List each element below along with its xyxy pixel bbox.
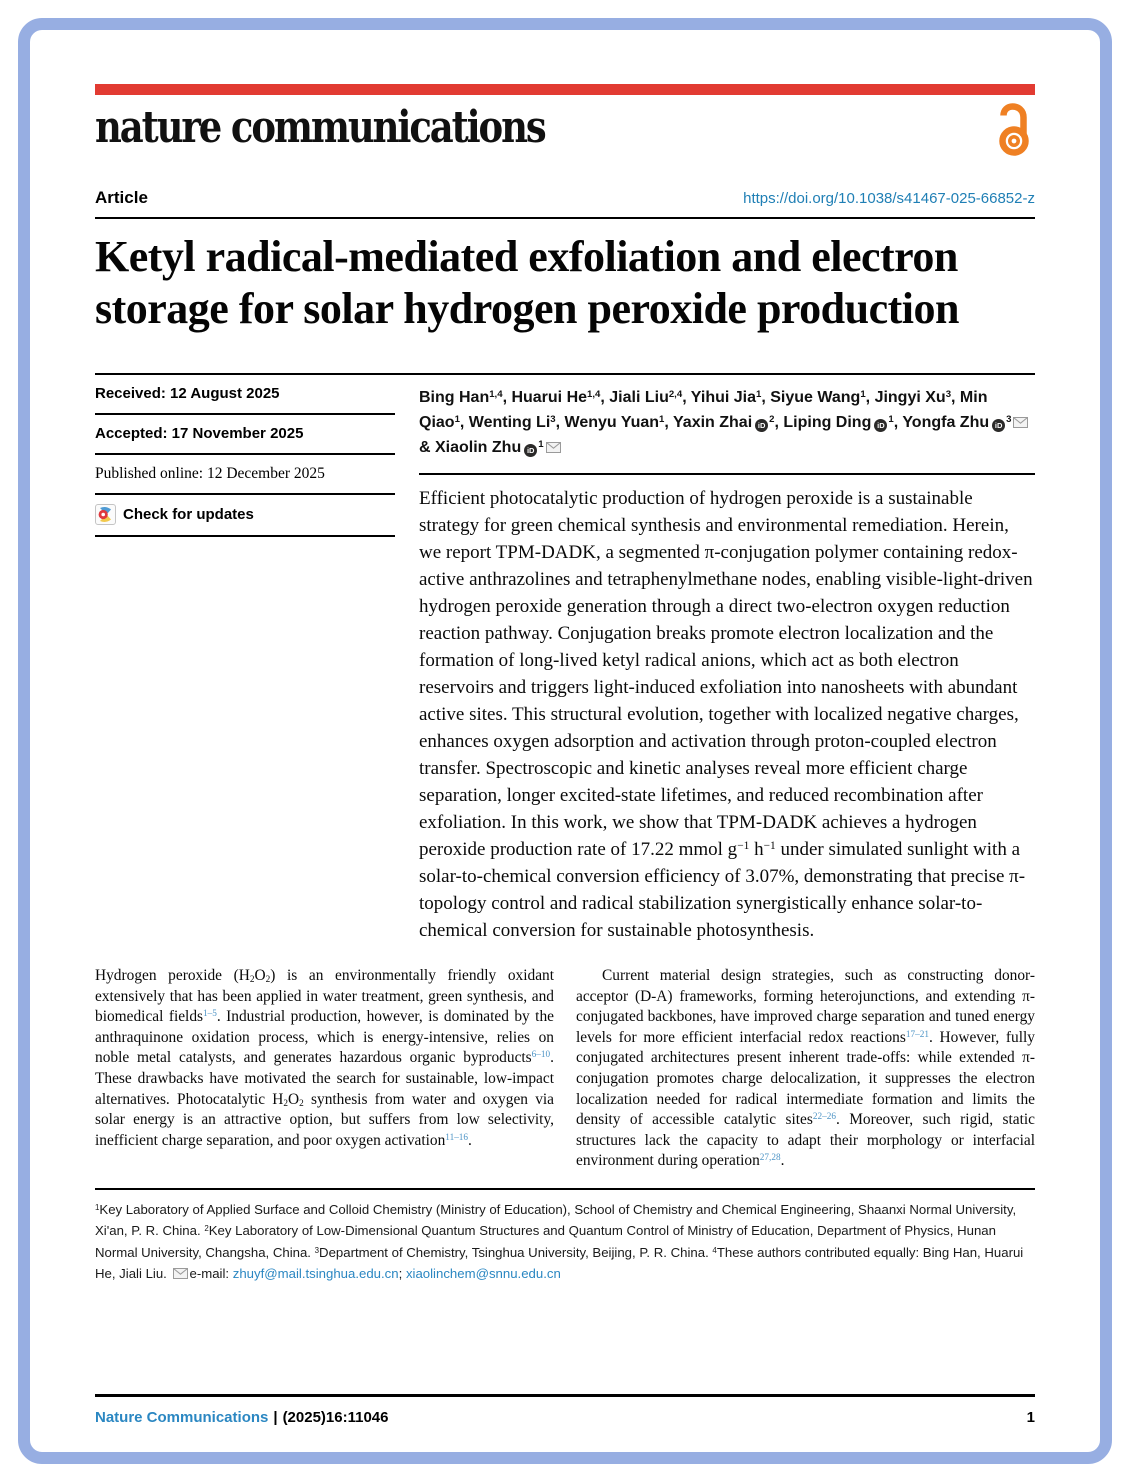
email-link[interactable]: xiaolinchem@snnu.edu.cn [405, 1266, 561, 1282]
affiliation-superscript: 3 [550, 413, 556, 425]
affiliation-superscript: 1 [659, 413, 665, 425]
reference-link[interactable]: 27,28 [759, 1152, 781, 1163]
email-icon[interactable] [546, 442, 561, 453]
author-name: Yaxin Zhai $iD^2$ [673, 413, 775, 431]
affiliation-superscript: 2 [769, 413, 775, 425]
page-number: 1 [1026, 1409, 1035, 1426]
footer-citation [95, 1409, 389, 1426]
author-name: Huarui He$^{1,4}$ [511, 388, 601, 406]
page [18, 18, 1112, 1464]
footer-volume-citation: (2025)16:11046 [282, 1409, 389, 1426]
superscript: 4 [712, 1245, 717, 1255]
footer-journal-link[interactable]: Nature Communications [95, 1409, 269, 1426]
affiliation-superscript: 3 [1006, 413, 1012, 425]
superscript: −1 [763, 839, 776, 852]
affiliation-superscript: 1 [756, 388, 762, 400]
body-columns [95, 966, 1035, 1172]
masthead [95, 100, 1035, 156]
footer-separator: | [273, 1409, 278, 1426]
superscript: 1 [95, 1202, 100, 1212]
author-name: Min Qiao$^1$ [419, 389, 988, 431]
orcid-icon[interactable]: iD [755, 419, 768, 432]
page-title: Ketyl radical-mediated exfoliation and electron storage for solar hydrogen peroxide production [95, 232, 959, 333]
superscript: 3 [314, 1245, 320, 1255]
authors-abstract-column [419, 375, 1035, 944]
dates-column [95, 375, 395, 944]
reference-link[interactable]: 11–16 [445, 1131, 469, 1142]
author-name: Jingyi Xu$^3$ [874, 388, 952, 406]
article-header-row [95, 188, 1035, 219]
reference-link[interactable]: 6–10 [531, 1049, 551, 1060]
author-name: Liping Ding $iD^1$ [783, 413, 894, 431]
crossmark-badge-icon [95, 504, 116, 525]
author-name: Yihui Jia$^1$ [690, 388, 762, 406]
superscript: −1 [737, 839, 750, 852]
author-name: Yongfa Zhu $iD^3$ [902, 414, 1030, 431]
affiliation-superscript: 1,4 [489, 388, 503, 400]
orcid-icon[interactable]: iD [524, 444, 537, 457]
body-paragraph-left: Hydrogen peroxide $(H_2O_2)$ is an environmentally friendly oxidant extensively that has been applied in water treatment, green synthesis, and biomedical fields$^{1-5}$. Industrial production, however, is dominated by the anthraquinone oxidation process, which is energy-intensive, relies on noble metal catalysts, and generates hazardous organic byproducts$^{6-10}$. These drawbacks have motivated the search for sustainable, low-impact alternatives. Photocatalytic $H_2O_2$ synthesis from water and oxygen via solar energy is an attractive option, but suffers from low selectivity, inefficient charge separation, and poor oxygen activation$^{11-16}$. [95, 967, 555, 1149]
affiliations-footnote: $^1$Key Laboratory of Applied Surface and Colloid Chemistry (Ministry of Education), School of Chemistry and Chemical Engineering, Shaanxi Normal University, Xi'an, P. R. China. $^2$Key Laboratory of Low-Dimensional Quantum Structures and Quantum Control of Ministry of Education, Department of Physics, Hunan Normal University, Changsha, China. $^3$Department of Chemistry, Tsinghua University, Beijing, P. R. China. $^4$These authors contributed equally: Bing Han, Huarui He, Jiali Liu. e-mail: zhuyf@mail.tsinghua.edu.cn; xiaolinchem@snnu.edu.cn [95, 1188, 1035, 1285]
reference-link[interactable]: 22–26 [812, 1111, 836, 1122]
author-name: Wenting Li$^3$ [468, 413, 556, 431]
affiliation-superscript: 1 [888, 413, 894, 425]
affiliation-superscript: 3 [945, 388, 952, 400]
affiliation-superscript: 1,4 [587, 388, 601, 400]
affiliation-superscript: 1 [860, 388, 866, 400]
author-list: Bing Han$^{1,4}$, Huarui He$^{1,4}$, Jiali Liu$^{2,4}$, Yihui Jia$^1$, Siyue Wang$^1$, Jingyi Xu$^3$, Min Qiao$^1$, Wenting Li$^3$, Wenyu Yuan$^1$, Yaxin Zhai $iD^2$, Liping Ding $iD^1$, Yongfa Zhu $iD^3$ & Xiaolin Zhu $iD^1$ [419, 375, 1035, 460]
affiliation-superscript: 1 [538, 438, 544, 450]
accepted-date: Accepted: 17 November 2025 [95, 415, 395, 455]
author-name: Jiali Liu$^{2,4}$ [609, 388, 683, 406]
article-type-label: Article [95, 188, 148, 207]
email-link[interactable]: zhuyf@mail.tsinghua.edu.cn [232, 1266, 399, 1282]
doi-link[interactable]: https://doi.org/10.1038/s41467-025-66852-z [743, 190, 1035, 207]
affiliation-superscript: 2,4 [668, 388, 683, 400]
orcid-icon[interactable]: iD [874, 419, 887, 432]
subscript: 2 [283, 1097, 289, 1108]
received-date: Received: 12 August 2025 [95, 375, 395, 415]
author-name: Bing Han$^{1,4}$ [419, 388, 503, 406]
orcid-icon[interactable]: iD [992, 419, 1005, 432]
masthead-rule [95, 84, 1035, 95]
journal-logo: nature communications [95, 102, 545, 153]
superscript: 2 [204, 1224, 209, 1234]
author-name: Wenyu Yuan$^1$ [564, 413, 665, 431]
author-name: Siyue Wang$^1$ [770, 388, 866, 406]
subscript: 2 [299, 1097, 304, 1108]
abstract-text: Efficient photocatalytic production of hydrogen peroxide is a sustainable strategy for green chemical synthesis and environmental remediation. Herein, we report TPM-DADK, a segmented π-conjugation polymer containing redox-active anthrazolines and tetraphenylmethane nodes, enabling visible-light-driven hydrogen peroxide generation through a direct two-electron oxygen reduction reaction pathway. Conjugation breaks promote electron localization and the formation of long-lived ketyl radical anions, which act as both electron reservoirs and triggers light-induced exfoliation into nanosheets with abundant active sites. This structural evolution, together with localized negative charges, enhances oxygen adsorption and activation through proton-coupled electron transfer. Spectroscopic and kinetic analyses reveal more efficient charge separation, longer excited-state lifetimes, and reduced recombination after exfoliation. In this work, we show that TPM-DADK achieves a hydrogen peroxide production rate of 17.22 mmol $g^{-1}$ $h^{-1}$ under simulated sunlight with a solar-to-chemical conversion efficiency of 3.07%, demonstrating that precise π-topology control and radical stabilization synergistically enhance solar-to-chemical conversion for sustainable photosynthesis. [419, 488, 1033, 941]
email-icon[interactable] [1013, 417, 1028, 428]
affiliation-superscript: 1 [454, 413, 460, 425]
body-paragraph-right: Current material design strategies, such as constructing donor-acceptor (D-A) frameworks, forming heterojunctions, and extending π-conjugated backbones, have improved charge separation and tuned energy levels for more efficient interfacial redox reactions$^{17-21}$. However, fully conjugated architectures present inherent trade-offs: while extended π-conjugation promotes charge delocalization, it suppresses the electron localization needed for radical intermediate formation and limits the density of accessible catalytic sites$^{22-26}$. Moreover, such rigid, static structures lack the capacity to adapt their morphology or interfacial environment during operation$^{27,28}$. [576, 967, 1036, 1170]
email-icon[interactable] [173, 1268, 188, 1279]
subscript: 2 [249, 974, 255, 985]
open-access-icon [995, 102, 1035, 163]
author-name: Xiaolin Zhu $iD^1$ [435, 439, 563, 456]
reference-link[interactable]: 17–21 [905, 1028, 929, 1039]
check-for-updates-label: Check for updates [123, 506, 254, 523]
subscript: 2 [265, 974, 271, 985]
page-footer [95, 1394, 1035, 1426]
published-date: Published online: 12 December 2025 [95, 455, 395, 495]
check-for-updates[interactable] [95, 495, 395, 537]
info-grid [95, 375, 1035, 944]
reference-link[interactable]: 1–5 [203, 1008, 217, 1019]
